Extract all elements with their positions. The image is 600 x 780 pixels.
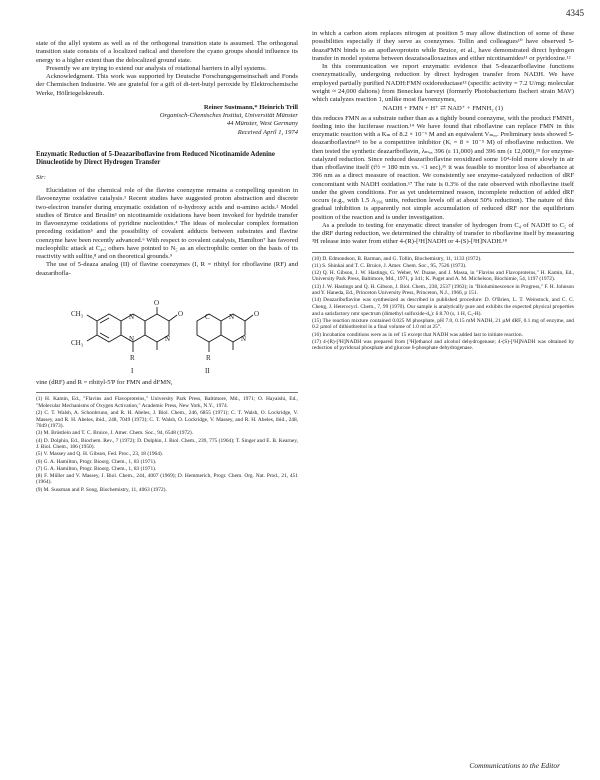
reference-item: (1) H. Kamin, Ed., "Flavins and Flavoproteins," University Park Press, Baltimore, Md., 1971; O. Hayaishi, Ed., "Molecular Mechanisms of Oxygen Activation," Academic Press, New York, N.Y., 1974.: [36, 396, 298, 409]
body-paragraph: The use of 5-deaza analog (II) of flavine coenzymes (I, R = ribityl for riboflavine (RF) and deazaribofla-: [36, 261, 298, 277]
ring-nitrogen-label: N: [241, 334, 247, 343]
journal-section-footer: Communications to the Editor: [469, 761, 560, 770]
oxygen-label: O: [154, 298, 160, 307]
reference-item: (11) S. Shinkai and T. C. Bruice, J. Amer. Chem. Soc., 95, 7526 (1973).: [312, 262, 467, 269]
body-paragraph: Elucidation of the chemical role of the flavine coenzyme remains a compelling question in flavoenzyme oxidative catalysis.¹ Recent studies have suggested proton abstraction and discrete two-electron transfer during enzymatic oxidation of α-hydroxy acids and α-amino acids.² Model studies of Bruice and Bruslin³ on nicotinamide oxidations have been invoked for hydride transfer in flavoenzyme oxidations of pyridine nucleotides.⁴ The ideas of molecular complex formation preceding oxidation⁵ and the possibility of covalent adducts between substrates and flavine coenzyme have been recently advanced.⁶ With respect to covalent catalysis, Hamilton⁷ has favored nucleophilic attack at C₄ₐ; others have pointed to N₅ as an electrophilic center on the basis of its reactivity with sulfite,⁸ and on theoretical grounds.⁹: [36, 187, 298, 261]
reference-item: (12) Q. H. Gibson, J. W. Hastings, G. Weber, W. Duane, and J. Massa, in "Flavins and Flavoproteins," H. Kamin, Ed., University Park Press, Baltimore, Md., 1971, p 341; K. Puget and A. M. Michelson, Biochimie, 54, 1197 (1972).: [312, 269, 574, 283]
body-paragraph: vine (dRF) and R = ribityl-5'P for FMN and dFMN,: [36, 378, 173, 386]
reference-item: (15) The reaction mixture contained 0.025 M phosphate, pH 7.0, 0.15 mM NADH, 21 µM dRF, 0.1 mg of enzyme, and 0.2 µmol of dithiothreitol in a final volume of 1.0 ml at 25°.: [312, 317, 574, 331]
right-column: [312, 30, 574, 353]
reference-item: (7) G. A. Hamilton, Progr. Bioorg. Chem., 1, 83 (1971).: [36, 465, 157, 472]
author-city: 44 Münster, West Germany: [226, 120, 298, 128]
reference-item: (16) Incubation conditions were as in ref 15 except that NADH was added last to initiate reaction.: [312, 331, 523, 338]
reference-item: (6) G. A. Hamilton, Progr. Bioorg. Chem., 1, 83 (1971).: [36, 458, 157, 465]
ring-nitrogen-label: N: [229, 312, 235, 321]
body-paragraph: As a prelude to testing for enzymatic direct transfer of hydrogen from C₄ of NADH to C₅ of the dRF during reduction, we determined the chirality of transfer to riboflavine itself by measuring ³H release into water from either 4-(R)-[³H]NADH or 4-(S)-[³H]NADH.¹⁸: [312, 221, 574, 246]
methyl-label: CH₃: [71, 309, 84, 318]
author-names: Reiner Sustmann,* Heinrich Trill: [203, 103, 298, 111]
left-column: [36, 40, 298, 494]
reference-item: (2) C. T. Walsh, A. Schonbrunn, and R. H. Abeles, J. Biol. Chem., 246, 6855 (1971); C. T. Walsh, O. Lockridge, V. Massey, and R. H. Abeles, ibid., 248, 7049 (1973); C. T. Walsh, O. Lockridge, V. Massey, and R. H. Abeles, ibid., 248, 7049 (1973).: [36, 409, 298, 430]
compound-one-label: I: [131, 366, 134, 375]
reference-item: (9) M. Sussman and P. Song, Biochemistry, 11, 4063 (1972).: [36, 486, 167, 493]
ring-nitrogen-label: N: [129, 334, 135, 343]
intro-paragraph: state of the allyl system as well as of the orthogonal transition state is assumed. The orthogonal transition state consists of a localized radical and therefore the cyano groups should influence its energy to a higher extent than the delocalized ground state.: [36, 40, 298, 64]
ring-nitrogen-label: N: [129, 312, 135, 321]
reaction-equation: NADH + FMN + H⁺ ⇄ NAD⁺ + FMNH₂ (1): [383, 105, 503, 113]
page-number: 4345: [566, 8, 584, 18]
reference-item: (4) D. Dolphin, Ed., Biochem. Rev., 7 (1972); D. Dolphin, J. Biol. Chem., 239, 775 (1964); T. Singer and E. B. Kearney, J. Biol. Chem., 186 (1950).: [36, 437, 298, 451]
reference-item: (8) F. Müller and V. Massey, J. Biol. Chem., 244, 4007 (1969); D. Hemmerich, Progr. Chem. Org. Nat. Prod., 21, 451 (1964).: [36, 472, 298, 486]
body-paragraph: in which a carbon atom replaces nitrogen at position 5 may allow distinction of some of these possibilities especially if they serve as coenzymes. Tollin and colleagues¹⁰ have observed 5-deazaFMN binds to an apoflavoprotein while Bruice, et al., have demonstrated direct hydrogen transfer in model systems between deazaisoalloxazines and either nicotinamides¹¹ or pyridoxine.¹²: [312, 30, 574, 62]
reference-item: (14) Deazariboflavine was synthesized as described in published procedure: D. O'Brien, L. T. Weinstock, and C. C. Cheng, J. Heterocycl. Chem., 7, 99 (1970). Our sample is analytically pure and exhibits the expected physical properties and a satisfactory nmr spectrum (dimethyl sulfoxide-d₆): δ 8.70 (s, 1 H, C₅-H).: [312, 297, 574, 317]
compound-two-label: II: [205, 366, 210, 375]
body-paragraph: In this communication we report enzymatic evidence that 5-deazariboflavine functions coenzymatically, undergoing reduction by direct hydrogen transfer from NADH. We have employed partially purified NADH:FMN oxidoreductase¹³ (specific activity = 7.2 U/mg; molecular weight ≈ 24,000 daltons) from Beneckea harveyi (formerly Photobacterium fischeri strain MAV) which catalyzes reaction 1, unlike most flavoenzymes,: [312, 63, 575, 103]
reference-item: (17) 4-(R)-[³H]NADH was prepared from [³H]ethanol and alcohol dehydrogenase; 4-(S)-[³H]NADH was obtained by reduction of pyridoxal phosphate and glucose 6-phosphate dehydrogenase.: [312, 338, 574, 352]
intro-paragraph: Presently we are trying to extend our analysis of rotational barriers in allyl systems.: [46, 64, 267, 72]
ring-nitrogen-label: N: [165, 334, 171, 343]
body-paragraph: this reduces FMN as a substrate rather than as a tightly bound coenzyme, with the product FMNH₂ feeding into the luciferase reaction.¹⁴ We have found that riboflavine can replace FMN in this enzymatic reaction with a Kₘ of 8.2 × 10⁻⁶ M and an equivalent Vₘₐₓ. Preliminary tests showed 5-deazariboflavine¹⁵ to be a competitive inhibitor (Kᵢ = 8 × 10⁻⁵ M) of riboflavine reduction. We then tested the synthetic deazariboflavin, λₘₐₓ 396 (ε 11,000) and 396 nm (ε 12,000),¹⁵ for enzyme-catalyzed reduction. Since reduced deazariboflavine reoxidized some 10⁴-fold more slowly in air than riboflavine itself (t½ = 180 min vs. <1 sec),¹⁶ it was feasible to monitor loss of absorbance at 396 nm as a direct measure of reaction. We consistently see enzyme-catalyzed reduction of dRF concomitant with NADH oxidation.¹⁷ The rate is 0.3% of the rate observed with riboflavine itself under the given conditions. For as yet undetermined reason, incomplete reduction of added dRF occurs (e.g., with 1.5 A₃₉₆ units, reduction levels off at about 50% reduction). The nature of this gradual inhibition is apparently not simple accumulation of reduced dRF nor the equilibrium position of the reaction and is under investigation.: [312, 114, 574, 221]
reference-item: (10) D. Edmondson, B. Barman, and G. Tollin, Biochemistry, 11, 1133 (1972).: [312, 255, 482, 262]
article-title: Enzymatic Reduction of 5-Deazariboflavine from Reduced Nicotinamide Adenine Dinucleotide by Direct Hydrogen Transfer: [36, 150, 275, 167]
acknowledgment: Acknowledgment. This work was supported by Deutsche Forschungsgemeinschaft and Fonds der Chemischen Industrie. We are grateful for a gift of di-tert-butyl peroxide by Elektrochemische Werke, Höllriegelskreuth.: [36, 73, 298, 97]
oxygen-label: O: [254, 309, 260, 318]
salutation: Sir:: [36, 173, 46, 181]
reference-item: (5) V. Massey and Q. H. Gibson, Fed. Proc., 23, 18 (1964).: [36, 451, 164, 458]
signature-block: [36, 104, 298, 137]
reference-item: (3) M. Brüstlein and T. C. Bruice, J. Amer. Chem. Soc., 94, 6548 (1972).: [36, 430, 194, 437]
left-references: [36, 392, 298, 493]
r-group-label: R: [130, 353, 135, 362]
oxygen-label: O: [178, 309, 184, 318]
r-group-label: R: [206, 353, 211, 362]
methyl-label: CH₃: [71, 338, 84, 347]
right-references: [312, 252, 574, 352]
author-institution: Organisch-Chemisches Institut, Universität Münster: [159, 112, 298, 119]
received-date: Received April 1, 1974: [237, 128, 298, 136]
chemical-structure-figure: [57, 281, 277, 377]
carbon-label: C: [205, 312, 210, 321]
reference-item: (13) J. W. Hastings and Q. H. Gibson, J. Biol. Chem., 238, 2537 (1963); in "Bioluminescence in Progress," F. H. Johnson and Y. Haneda, Ed., Princeton University Press, Princeton, N.J., 1966, p 151.: [312, 283, 574, 297]
